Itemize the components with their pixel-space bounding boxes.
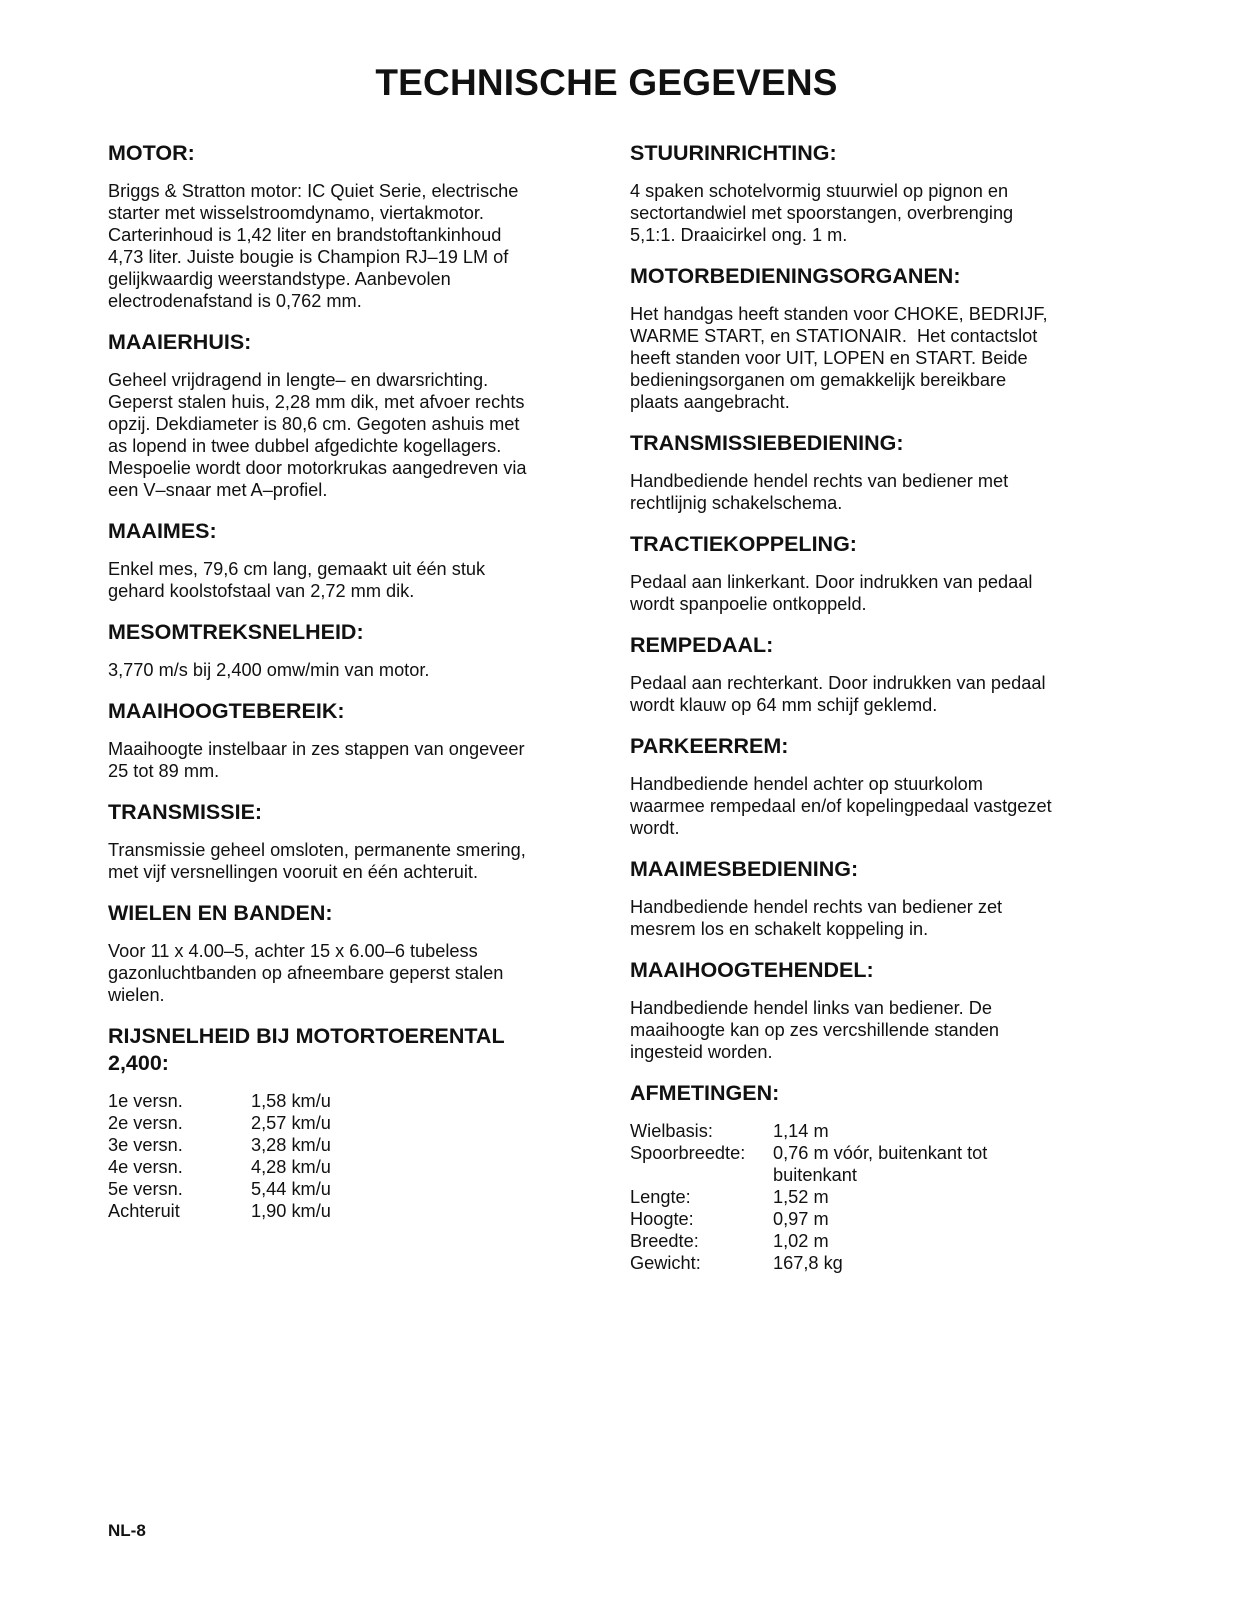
section-heading: MESOMTREKSNELHEID: [108,620,364,644]
left-column [108,140,578,1239]
section-heading: MAAIHOOGTEBEREIK: [108,699,345,723]
table-row: 4e versn. 4,28 km/u [108,1157,331,1177]
section-text: Pedaal aan linkerkant. Door indrukken van pedaal wordt spanpoelie ontkoppeld. [630,572,1033,614]
section-text: Transmissie geheel omsloten, permanente smering, met vijf versnellingen vooruit en één achteruit. [108,840,526,882]
section-maaimesbediening [630,856,1105,940]
table-row: Achteruit 1,90 km/u [108,1201,331,1221]
section-heading: STUURINRICHTING: [630,141,837,165]
section-heading: MAAIHOOGTEHENDEL: [630,958,874,982]
table-row: Gewicht: 167,8 kg [630,1253,843,1273]
page-number: NL-8 [108,1521,146,1540]
section-tractiekoppeling [630,531,1105,615]
table-row: 2e versn. 2,57 km/u [108,1113,331,1133]
right-column [630,140,1105,1291]
section-heading: RIJSNELHEID BIJ MOTORTOERENTAL 2,400: [108,1024,505,1075]
section-text: Pedaal aan rechterkant. Door indrukken van pedaal wordt klauw op 64 mm schijf geklemd. [630,673,1046,715]
section-maaierhuis [108,329,578,501]
section-text: Briggs & Stratton motor: IC Quiet Serie, electrische starter met wisselstroomdynamo, viertakmotor. Carterinhoud is 1,42 liter en brandstoftankinhoud 4,73 liter. Juiste bougie is Champion RJ–19 LM of gelijkwaardig weerstandstype. Aanbevolen electrodenafstand is 0,762 mm. [108,181,519,311]
section-text: 4 spaken schotelvormig stuurwiel op pignon en sectortandwiel met spoorstangen, overbrenging 5,1:1. Draaicirkel ong. 1 m. [630,181,1014,245]
section-motor [108,140,578,312]
section-afmetingen [630,1080,1105,1274]
section-text: Geheel vrijdragend in lengte– en dwarsrichting. Geperst stalen huis, 2,28 mm dik, met afvoer rechts opzij. Dekdiameter is 80,6 cm. Gegoten ashuis met as lopend in twee dubbel afgedichte kogellagers. Mespoelie wordt door motorkrukas aangedreven via een V–snaar met A–profiel. [108,370,527,500]
table-row: Breedte: 1,02 m [630,1231,829,1251]
section-text: Handbediende hendel links van bediener. De maaihoogte kan op zes vercshillende standen ingesteid worden. [630,998,1000,1062]
section-maaimes [108,518,578,602]
section-heading: TRANSMISSIE: [108,800,263,824]
table-row: 5e versn. 5,44 km/u [108,1179,331,1199]
section-transmissiebediening [630,430,1105,514]
section-heading: MAAIMESBEDIENING: [630,857,859,881]
table-row: 1e versn. 1,58 km/u [108,1091,331,1111]
section-heading: TRANSMISSIEBEDIENING: [630,431,904,455]
section-heading: AFMETINGEN: [630,1081,780,1105]
section-parkeerrem [630,733,1105,839]
section-heading: REMPEDAAL: [630,633,774,657]
section-heading: MOTOR: [108,141,195,165]
section-heading: PARKEERREM: [630,734,789,758]
section-motorbedieningsorganen [630,263,1105,413]
section-heading: WIELEN EN BANDEN: [108,901,333,925]
speed-table [108,1090,578,1222]
section-text: Handbediende hendel achter op stuurkolom waarmee rempedaal en/of kopelingpedaal vastgezet wordt. [630,774,1052,838]
section-rempedaal [630,632,1105,716]
dimensions-table [630,1120,1105,1274]
section-heading: MAAIMES: [108,519,217,543]
section-text: Handbediende hendel rechts van bediener zet mesrem los en schakelt koppeling in. [630,897,1003,939]
section-maaihoogtebereik [108,698,578,782]
section-text: Voor 11 x 4.00–5, achter 15 x 6.00–6 tubeless gazonluchtbanden op afneembare geperst stalen wielen. [108,941,504,1005]
section-text: Handbediende hendel rechts van bediener met rechtlijnig schakelschema. [630,471,1009,513]
table-row: Lengte: 1,52 m [630,1187,829,1207]
section-transmissie [108,799,578,883]
section-rijsnelheid [108,1023,578,1222]
section-text: Het handgas heeft standen voor CHOKE, BEDRIJF, WARME START, en STATIONAIR. Het contactslot heeft standen voor UIT, LOPEN en START. Beide bedieningsorganen om gemakkelijk bereikbare plaats aangebracht. [630,304,1048,412]
section-wielen-en-banden [108,900,578,1006]
section-heading: MOTORBEDIENINGSORGANEN: [630,264,961,288]
section-text: 3,770 m/s bij 2,400 omw/min van motor. [108,660,430,680]
section-mesomtreksnelheid [108,619,578,681]
section-heading: TRACTIEKOPPELING: [630,532,857,556]
section-heading: MAAIERHUIS: [108,330,252,354]
section-text: Enkel mes, 79,6 cm lang, gemaakt uit één stuk gehard koolstofstaal van 2,72 mm dik. [108,559,486,601]
table-row: Spoorbreedte: 0,76 m vóór, buitenkant tot buitenkant [630,1143,988,1185]
section-stuurinrichting [630,140,1105,246]
table-row: Hoogte: 0,97 m [630,1209,829,1229]
page-title: TECHNISCHE GEGEVENS [375,62,838,103]
section-maaihoogtehendel [630,957,1105,1063]
section-text: Maaihoogte instelbaar in zes stappen van ongeveer 25 tot 89 mm. [108,739,525,781]
table-row: 3e versn. 3,28 km/u [108,1135,331,1155]
table-row: Wielbasis: 1,14 m [630,1121,829,1141]
